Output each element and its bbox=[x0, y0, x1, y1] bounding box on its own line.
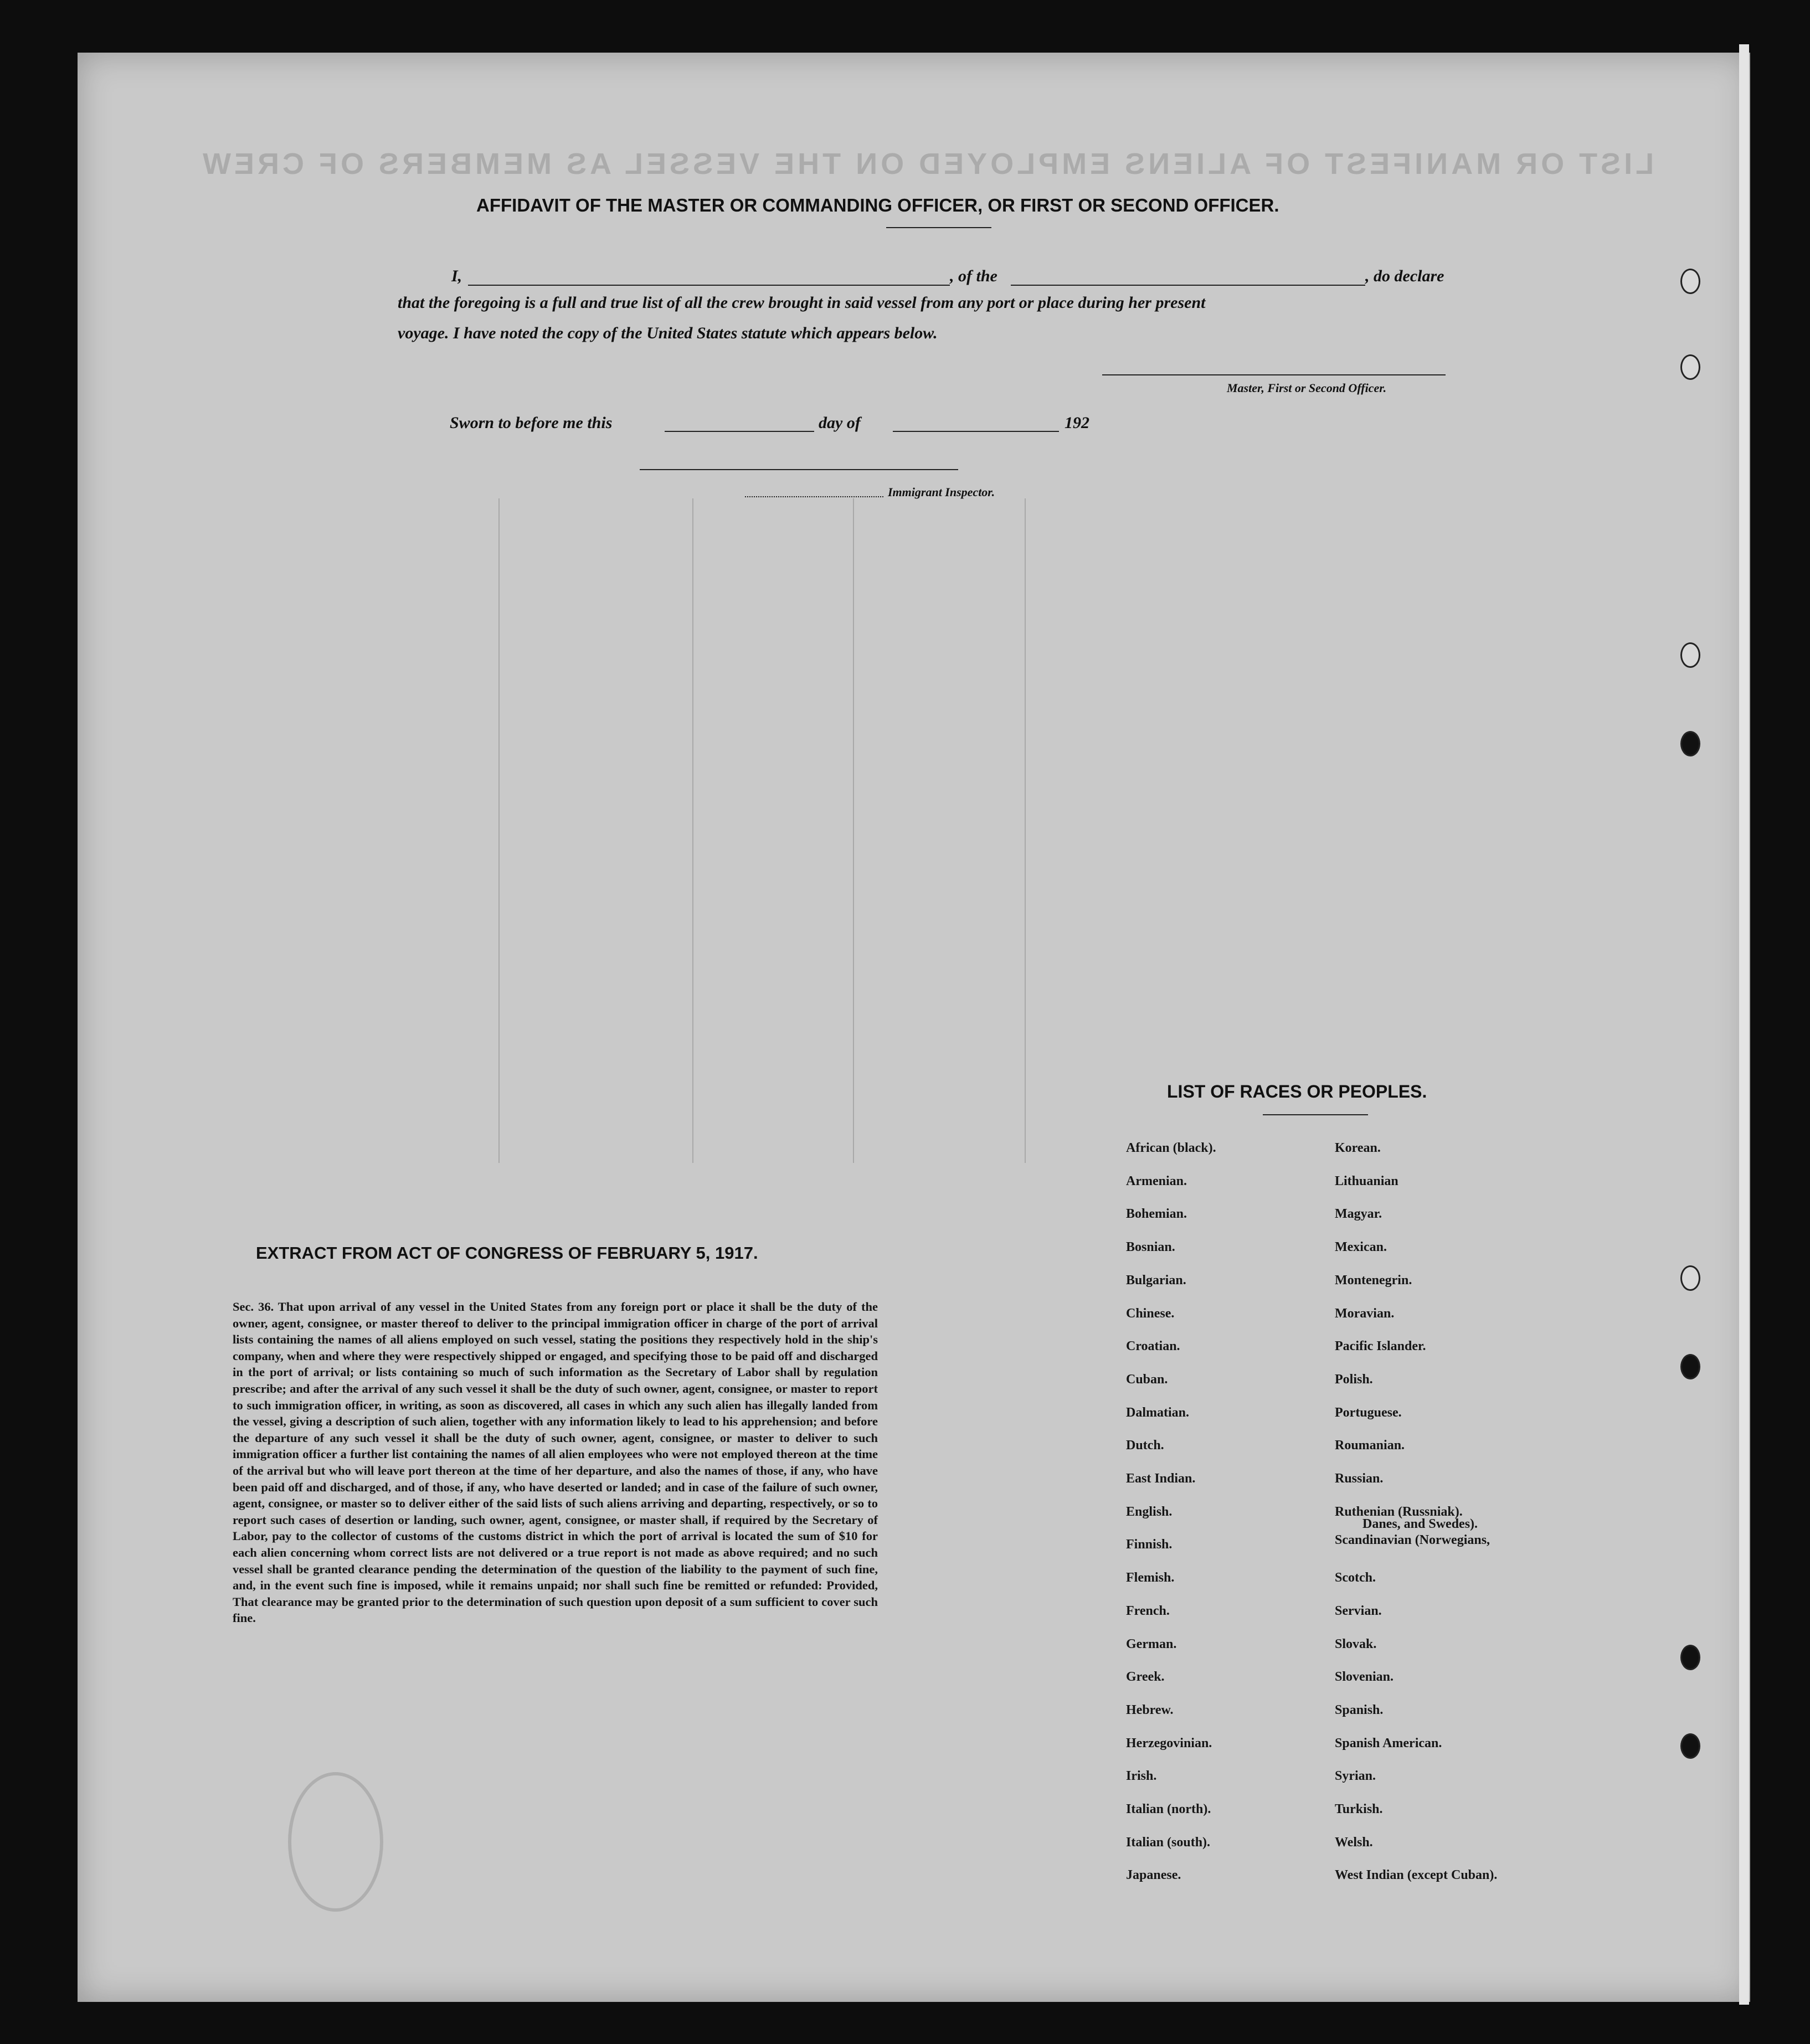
binder-hole bbox=[1680, 1645, 1700, 1670]
binder-hole bbox=[1680, 1265, 1700, 1291]
race-item: African (black). bbox=[1126, 1141, 1216, 1155]
binder-hole bbox=[1680, 269, 1700, 294]
binder-hole bbox=[1680, 731, 1700, 756]
sworn-year: 192 bbox=[1065, 414, 1089, 432]
race-item: Cuban. bbox=[1126, 1372, 1168, 1387]
race-item: English. bbox=[1126, 1504, 1173, 1519]
race-item: Magyar. bbox=[1335, 1207, 1382, 1222]
race-item: Bulgarian. bbox=[1126, 1273, 1186, 1288]
race-item: Spanish. bbox=[1335, 1702, 1384, 1717]
race-item: Pacific Islander. bbox=[1335, 1339, 1426, 1354]
race-item: Scandinavian (Norwegians, bbox=[1335, 1533, 1490, 1548]
race-item: East Indian. bbox=[1126, 1471, 1196, 1486]
race-item: Welsh. bbox=[1335, 1835, 1373, 1850]
race-item: Servian. bbox=[1335, 1603, 1382, 1618]
race-item: Danes, and Swedes). bbox=[1362, 1516, 1478, 1531]
signature-line bbox=[1102, 374, 1446, 375]
extract-body: Sec. 36. That upon arrival of any vessel in the United States from any foreign port or place it shall be the duty of the owner, agent, consignee, or master thereof to deliver to the principal immigration officer in charge of the port of arrival lists containing the names of all aliens employed on such vessel, stating the positions they respectively hold in the ship's company, when and where they were respectively shipped or engaged, and specifying those to be paid off and discharged in the port of arrival; or lists containing so much of such information as the Secretary of Labor shall by regulation prescribe; and after the arrival of any such vessel it shall be the duty of such owner, agent, consignee, or master to report to such immigration officer, in writing, as soon as discovered, all cases in which any such alien has illegally landed from the vessel, giving a description of such alien, together with any information likely to lead to his apprehension; and before the departure of any such vessel it shall be the duty of such owner, agent, consignee, or master to deliver to such immigration officer a further list containing the names of all alien employees who were not employed thereon at the time of the arrival but who will leave port thereon at the time of her departure, and also the names of those, if any, who have been paid off and discharged, and of those, if any, who have deserted or landed; and in case of the failure of such owner, agent, consignee, or master so to deliver either of the said lists of such aliens arriving and departing, respectively, or so to report such cases of desertion or landing, such owner, agent, consignee, or master shall, if required by the Secretary of Labor, pay to the collector of customs of the customs district in which the port of arrival is located the sum of $10 for each alien concerning whom correct lists are not delivered or a true report is not made as above required; and no such vessel shall be granted clearance pending the determination of the question of the liability to the payment of such fine, and, in the event such fine is imposed, while it remains unpaid; nor shall such fine be remitted or refunded: Provided, That clearance may be granted prior to the determination of such question upon deposit of a sum sufficient to cover such fine. bbox=[233, 1300, 878, 1625]
race-item: Japanese. bbox=[1126, 1868, 1181, 1883]
inspector-dotted-line bbox=[745, 496, 883, 497]
races-title-underline bbox=[1263, 1114, 1368, 1115]
race-item: French. bbox=[1126, 1603, 1170, 1618]
show-through-rule bbox=[498, 498, 500, 1163]
race-item: Mexican. bbox=[1335, 1240, 1387, 1255]
race-item: Hebrew. bbox=[1126, 1702, 1174, 1717]
binder-hole bbox=[1680, 354, 1700, 380]
affidavit-of-the: , of the bbox=[950, 267, 997, 285]
race-item: Polish. bbox=[1335, 1372, 1373, 1387]
document-sheet bbox=[78, 53, 1750, 2002]
race-item: Irish. bbox=[1126, 1769, 1157, 1784]
race-item: German. bbox=[1126, 1636, 1177, 1651]
race-item: Herzegovinian. bbox=[1126, 1736, 1212, 1750]
sworn-prefix: Sworn to before me this bbox=[450, 414, 613, 432]
race-item: Slovenian. bbox=[1335, 1670, 1394, 1685]
inspector-caption: Immigrant Inspector. bbox=[888, 485, 995, 499]
title-underline bbox=[886, 227, 991, 228]
race-item: Ruthenian (Russniak). bbox=[1335, 1504, 1463, 1519]
inspector-signature-line bbox=[640, 469, 958, 470]
affidavit-declare: , do declare bbox=[1365, 267, 1444, 285]
race-item: Turkish. bbox=[1335, 1802, 1383, 1816]
race-item: Bohemian. bbox=[1126, 1207, 1187, 1222]
race-item: Chinese. bbox=[1126, 1306, 1175, 1321]
race-item: Montenegrin. bbox=[1335, 1273, 1412, 1288]
race-item: Slovak. bbox=[1335, 1636, 1377, 1651]
race-item: Greek. bbox=[1126, 1670, 1165, 1685]
signature-caption: Master, First or Second Officer. bbox=[1227, 381, 1387, 395]
binder-hole bbox=[1680, 642, 1700, 668]
show-through-rule bbox=[853, 498, 854, 1163]
race-item: Moravian. bbox=[1335, 1306, 1395, 1321]
sworn-month-blank bbox=[893, 431, 1059, 432]
binder-hole bbox=[1680, 1733, 1700, 1759]
show-through-rule bbox=[692, 498, 693, 1163]
show-through-rule bbox=[1025, 498, 1026, 1163]
sworn-day-of: day of bbox=[819, 414, 861, 432]
race-item: Bosnian. bbox=[1126, 1240, 1175, 1255]
page-edge bbox=[1739, 44, 1749, 2005]
race-item: Russian. bbox=[1335, 1471, 1384, 1486]
affidavit-statement-cont: voyage. I have noted the copy of the United States statute which appears below. bbox=[398, 324, 938, 342]
race-item: Flemish. bbox=[1126, 1571, 1175, 1585]
race-item: Croatian. bbox=[1126, 1339, 1180, 1354]
race-item: Dalmatian. bbox=[1126, 1405, 1189, 1420]
show-through-header: LIST OR MANIFEST OF ALIENS EMPLOYED ON THE VESSEL AS MEMBERS OF CREW bbox=[199, 147, 1654, 181]
race-item: Dutch. bbox=[1126, 1438, 1164, 1453]
race-item: Finnish. bbox=[1126, 1537, 1173, 1552]
affidavit-i: I, bbox=[451, 267, 462, 285]
sworn-day-blank bbox=[665, 431, 814, 432]
extract-title: EXTRACT FROM ACT OF CONGRESS OF FEBRUARY 5, 1917. bbox=[256, 1243, 758, 1263]
vessel-blank bbox=[1011, 285, 1365, 286]
races-title: LIST OF RACES OR PEOPLES. bbox=[1167, 1082, 1427, 1101]
race-item: Italian (north). bbox=[1126, 1802, 1211, 1816]
race-item: Korean. bbox=[1335, 1141, 1381, 1155]
binder-hole bbox=[1680, 1354, 1700, 1379]
race-item: Syrian. bbox=[1335, 1769, 1376, 1784]
name-blank bbox=[468, 285, 950, 286]
race-item: Italian (south). bbox=[1126, 1835, 1211, 1850]
race-item: Spanish American. bbox=[1335, 1736, 1442, 1750]
affidavit-title: AFFIDAVIT OF THE MASTER OR COMMANDING OFFICER, OR FIRST OR SECOND OFFICER. bbox=[476, 195, 1279, 215]
race-item: Lithuanian bbox=[1335, 1173, 1398, 1188]
faded-stamp bbox=[288, 1772, 383, 1912]
race-item: Armenian. bbox=[1126, 1173, 1187, 1188]
race-item: Roumanian. bbox=[1335, 1438, 1405, 1453]
affidavit-statement: that the foregoing is a full and true list of all the crew brought in said vessel from any port or place during her present bbox=[398, 294, 1206, 312]
race-item: West Indian (except Cuban). bbox=[1335, 1868, 1498, 1883]
race-item: Portuguese. bbox=[1335, 1405, 1402, 1420]
race-item: Scotch. bbox=[1335, 1571, 1376, 1585]
